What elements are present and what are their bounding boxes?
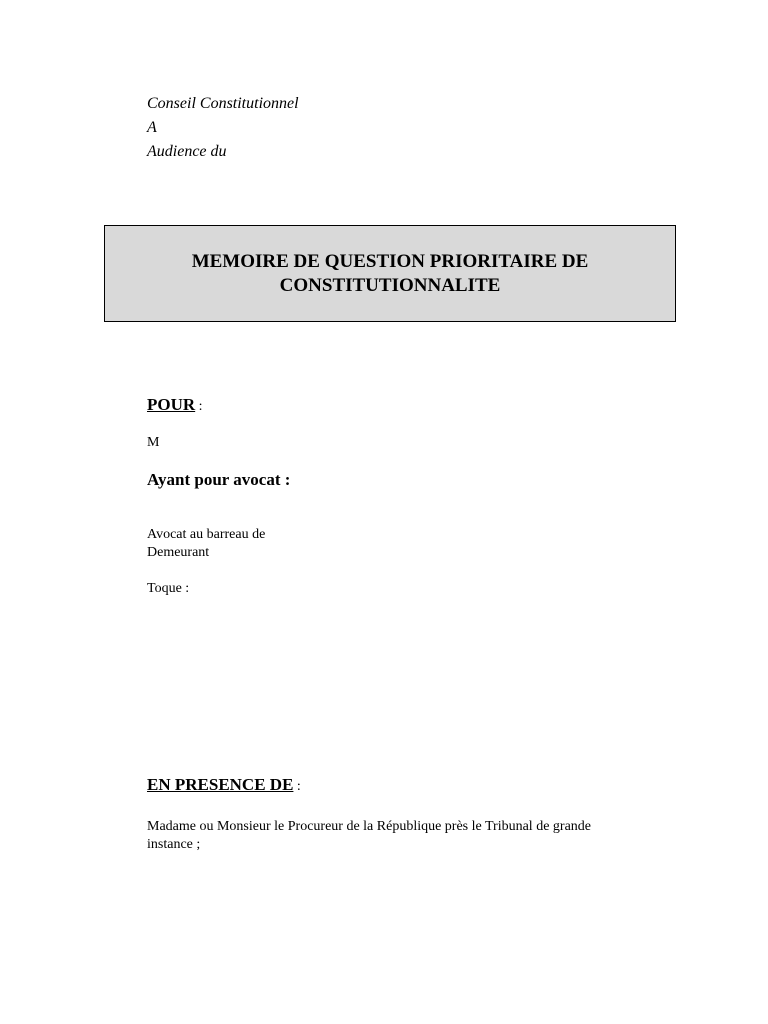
presence-colon: : (293, 779, 301, 794)
pour-heading (147, 395, 203, 415)
client-name: M (147, 435, 160, 450)
avocat-barreau: Avocat au barreau de (147, 527, 266, 542)
presence-line-2: instance ; (147, 837, 201, 852)
document-title-box (104, 225, 676, 322)
pour-colon: : (195, 399, 203, 414)
presence-label: EN PRESENCE DE (147, 775, 294, 794)
presence-heading (147, 775, 301, 795)
court-location: A (147, 119, 157, 136)
avocat-heading: Ayant pour avocat : (147, 470, 291, 489)
presence-text (147, 818, 591, 854)
avocat-toque: Toque : (147, 581, 190, 596)
avocat-demeurant: Demeurant (147, 545, 210, 560)
court-name: Conseil Constitutionnel (147, 95, 299, 112)
avocat-details (147, 526, 265, 562)
presence-line-1: Madame ou Monsieur le Procureur de la République près le Tribunal de grande (147, 819, 592, 834)
title-line-1: MEMOIRE DE QUESTION PRIORITAIRE DE (191, 250, 589, 272)
court-header (147, 92, 299, 164)
title-line-2: CONSTITUTIONNALITE (279, 274, 501, 296)
hearing-date: Audience du (147, 143, 227, 160)
pour-label: POUR (147, 395, 196, 414)
